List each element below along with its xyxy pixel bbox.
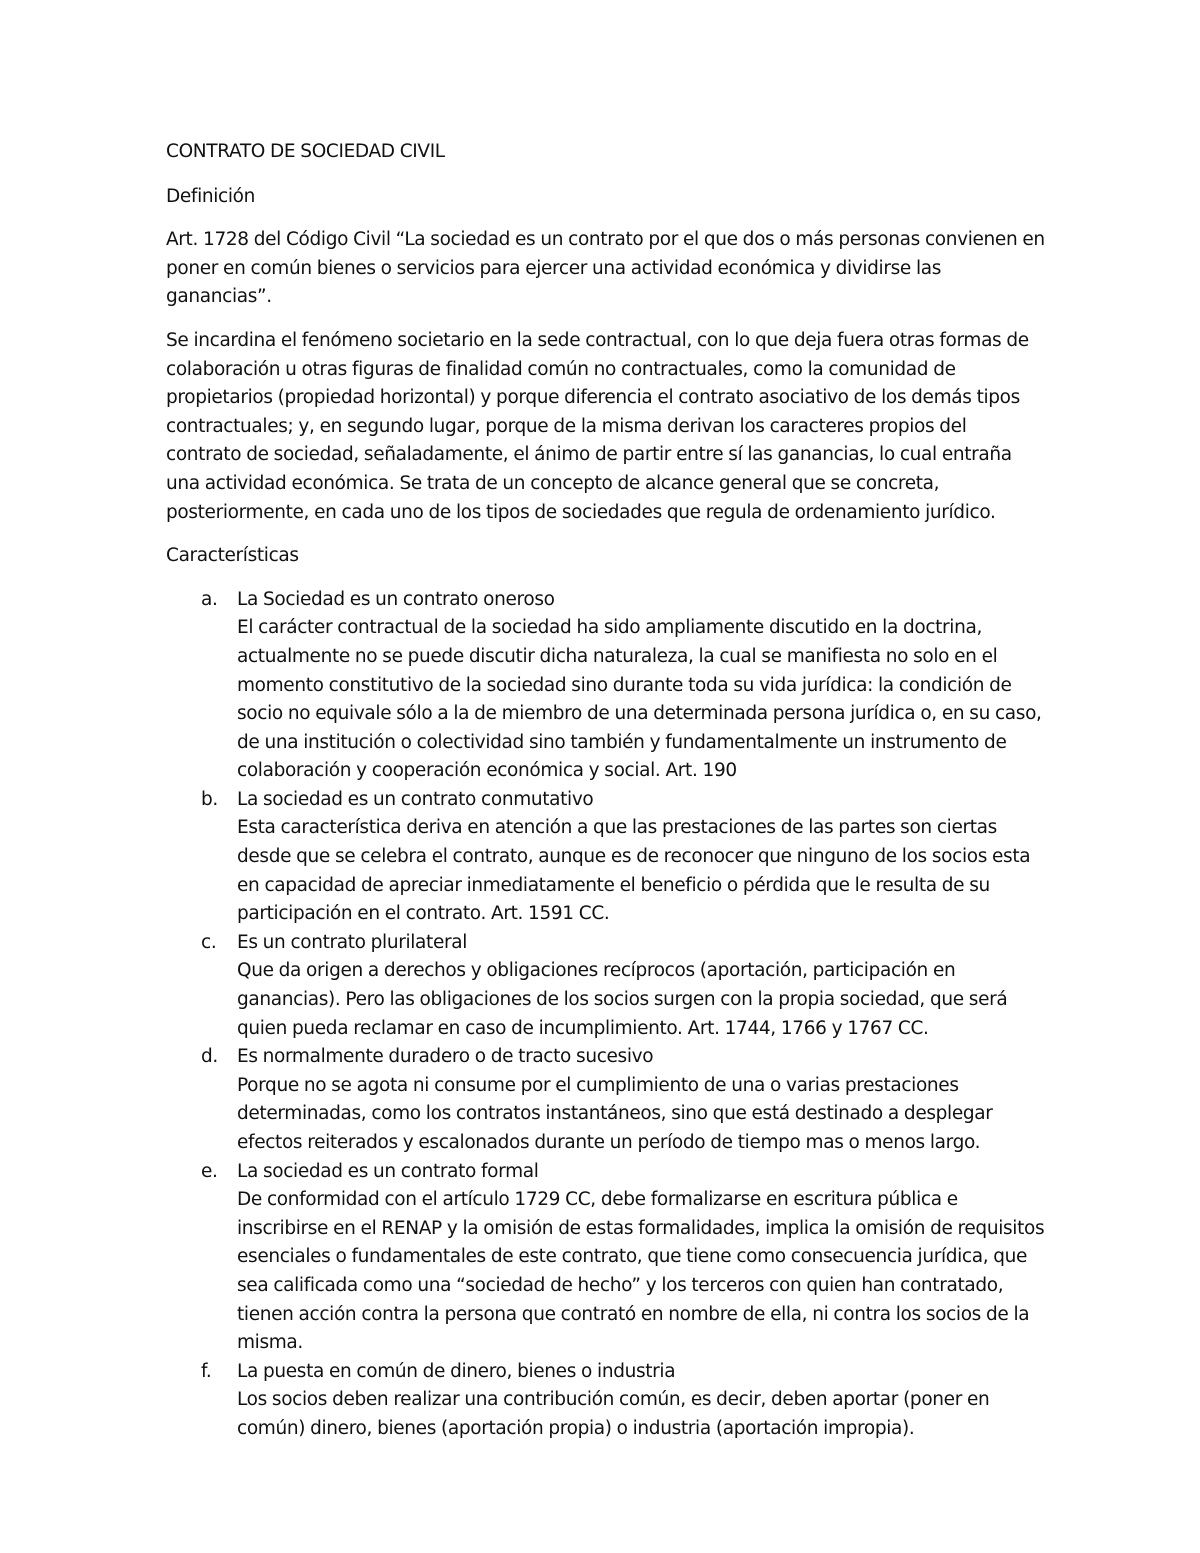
list-marker: e. [201,1160,218,1182]
list-item-body: El carácter contractual de la sociedad ha sido ampliamente discutido en la doctrina, actualmente no se puede discutir dicha naturaleza, la cual se manifiesta no solo en el momento constitutivo de la sociedad sino durante toda su vida jurídica: la condición de socio no equivale sólo a la de miembro de una determinada persona jurídica o, en su caso, de una institución o colectividad sino también y fundamentalmente un instrumento de colaboración y cooperación económica y social. Art. 190 [237,617,1042,782]
list-item-title: La Sociedad es un contrato oneroso [237,588,555,610]
list-item [166,586,1046,786]
list-item [166,1358,1046,1444]
list-item-body: De conformidad con el artículo 1729 CC, debe formalizarse en escritura pública e inscribirse en el RENAP y la omisión de estas formalidades, implica la omisión de requisitos esenciales o fundamentales de este contrato, que tiene como consecuencia jurídica, que sea calificada como una “sociedad de hecho” y los terceros con quien han contratado, tienen acción contra la persona que contrató en nombre de ella, ni contra los socios de la misma. [237,1189,1045,1354]
list-item-title: La sociedad es un contrato formal [237,1160,539,1182]
list-item-body: Que da origen a derechos y obligaciones recíprocos (aportación, participación en ganancias). Pero las obligaciones de los socios surgen con la propia sociedad, que será quien pueda reclamar en caso de incumplimiento. Art. 1744, 1766 y 1767 CC. [237,960,1008,1039]
list-item [166,786,1046,929]
list-item-title: Es un contrato plurilateral [237,931,468,953]
list-item [166,1043,1046,1157]
list-item [166,1158,1046,1358]
list-item [166,929,1046,1043]
definition-heading: Definición [166,185,256,207]
list-item-body: Porque no se agota ni consume por el cumplimiento de una o varias prestaciones determinadas, como los contratos instantáneos, sino que está destinado a desplegar efectos reiterados y escalonados durante un período de tiempo mas o menos largo. [237,1074,993,1153]
document-page [166,138,1046,1444]
list-marker: d. [201,1046,218,1068]
list-marker: c. [201,931,217,953]
context-paragraph: Se incardina el fenómeno societario en la sede contractual, con lo que deja fuera otras formas de colaboración u otras figuras de finalidad común no contractuales, como la comunidad de propietarios (propiedad horizontal) y porque diferencia el contrato asociativo de los demás tipos contractuales; y, en segundo lugar, porque de la misma derivan los caracteres propios del contrato de sociedad, señaladamente, el ánimo de partir entre sí las ganancias, lo cual entraña una actividad económica. Se trata de un concepto de alcance general que se concreta, posteriormente, en cada uno de los tipos de sociedades que regula de ordenamiento jurídico. [166,329,1029,523]
definition-paragraph: Art. 1728 del Código Civil “La sociedad es un contrato por el que dos o más personas convienen en poner en común bienes o servicios para ejercer una actividad económica y dividirse las ganancias”. [166,229,1045,308]
characteristics-heading: Características [166,545,299,567]
document-title: CONTRATO DE SOCIEDAD CIVIL [166,141,445,162]
list-marker: a. [201,588,218,610]
list-item-body: Esta característica deriva en atención a que las prestaciones de las partes son ciertas desde que se celebra el contrato, aunque es de reconocer que ninguno de los socios esta en capacidad de apreciar inmediatamente el beneficio o pérdida que le resulta de su participación en el contrato. Art. 1591 CC. [237,817,1031,925]
characteristics-list [166,586,1046,1444]
list-item-title: La sociedad es un contrato conmutativo [237,788,594,810]
list-marker: f. [201,1360,212,1382]
list-item-body: Los socios deben realizar una contribución común, es decir, deben aportar (poner en común) dinero, bienes (aportación propia) o industria (aportación impropia). [237,1389,990,1439]
list-item-title: Es normalmente duradero o de tracto sucesivo [237,1046,654,1068]
list-marker: b. [201,788,218,810]
list-item-title: La puesta en común de dinero, bienes o industria [237,1360,676,1382]
